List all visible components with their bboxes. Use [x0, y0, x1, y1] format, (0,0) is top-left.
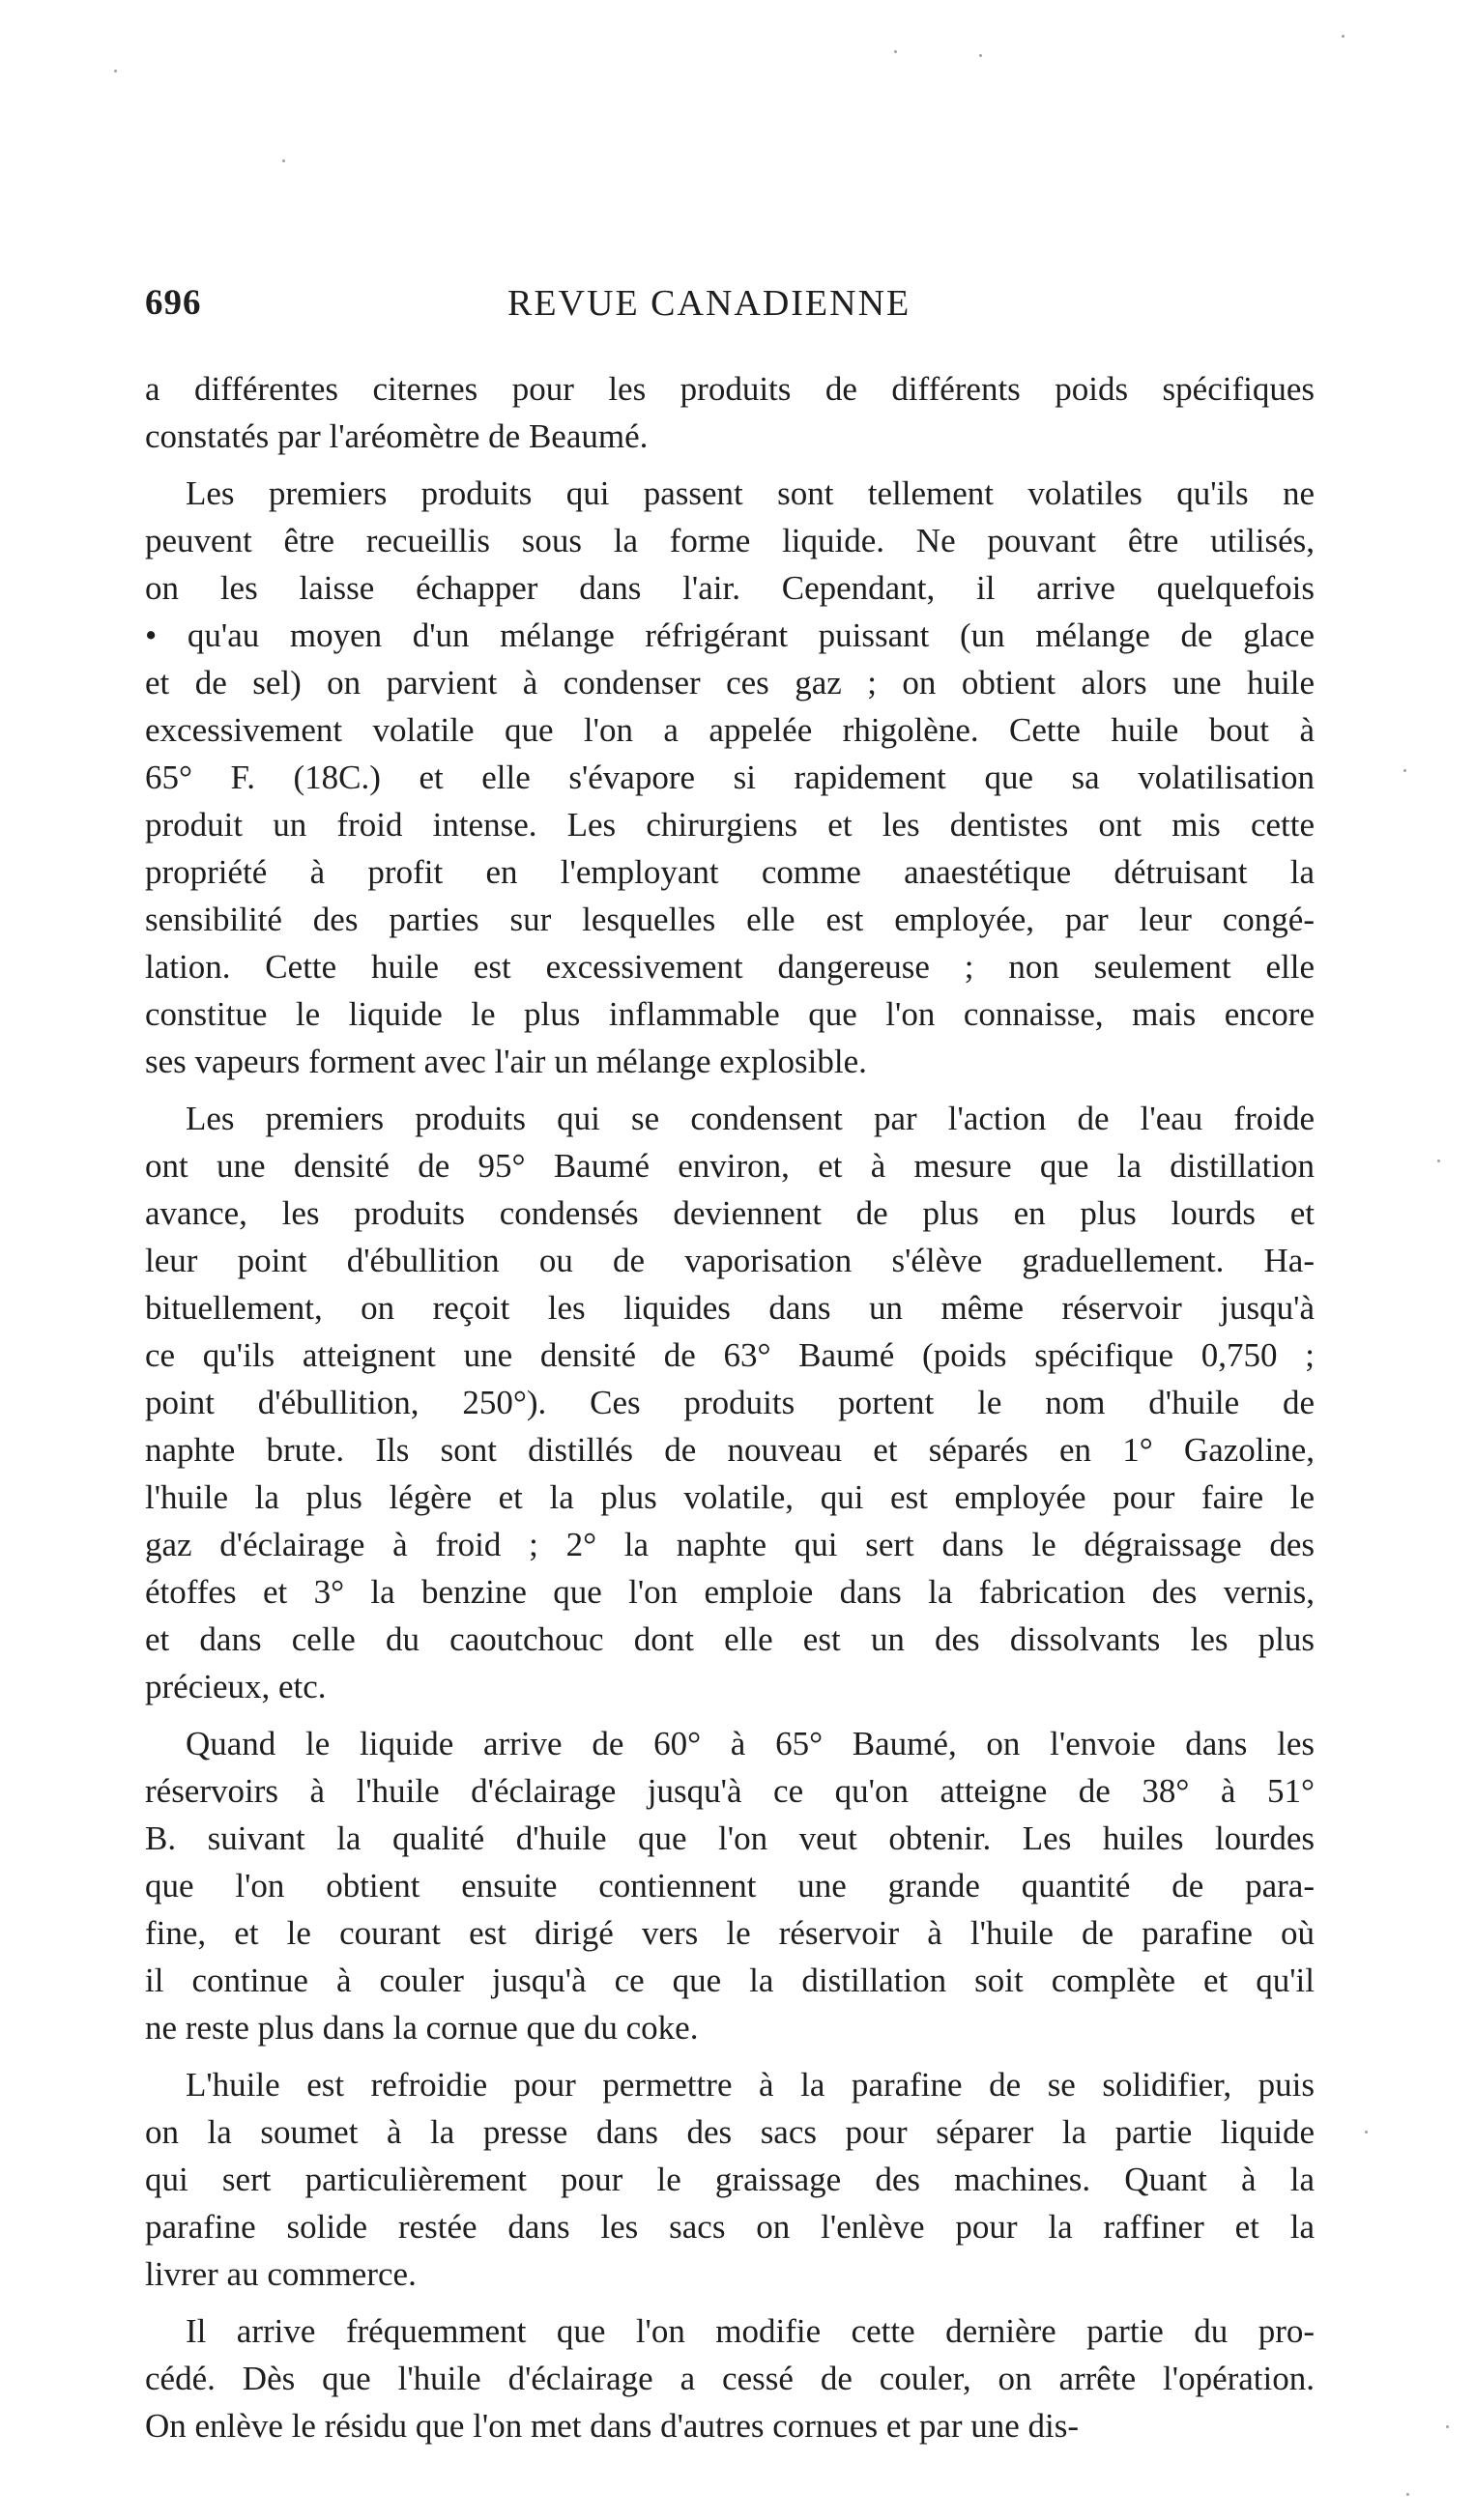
- text-line: parafine solide restée dans les sacs on l'enlève pour la raffiner et la: [145, 2208, 1315, 2246]
- text-line: il continue à couler jusqu'à ce que la distillation soit complète et qu'il: [145, 1962, 1315, 1999]
- text-line: ont une densité de 95° Baumé environ, et à mesure que la distillation: [145, 1147, 1315, 1185]
- text-line: B. suivant la qualité d'huile que l'on veut obtenir. Les huiles lourdes: [145, 1819, 1315, 1857]
- text-line: sensibilité des parties sur lesquelles elle est employée, par leur congé-: [145, 901, 1315, 938]
- body-text: [145, 365, 1315, 2459]
- text-line: on la soumet à la presse dans des sacs pour séparer la partie liquide: [145, 2113, 1315, 2151]
- text-line: et de sel) on parvient à condenser ces gaz ; on obtient alors une huile: [145, 664, 1315, 702]
- text-line: propriété à profit en l'employant comme anaestétique détruisant la: [145, 853, 1315, 891]
- text-line: Les premiers produits qui passent sont tellement volatiles qu'ils ne: [186, 474, 1315, 512]
- text-line: fine, et le courant est dirigé vers le réservoir à l'huile de parafine où: [145, 1914, 1315, 1952]
- text-line: ses vapeurs forment avec l'air un mélange explosible.: [145, 1043, 867, 1080]
- text-line: constitue le liquide le plus inflammable que l'on connaisse, mais encore: [145, 995, 1315, 1033]
- text-line: 65° F. (18C.) et elle s'évapore si rapidement que sa volatilisation: [145, 759, 1315, 796]
- paragraph: [145, 365, 1315, 460]
- text-line: • qu'au moyen d'un mélange réfrigérant puissant (un mélange de glace: [145, 616, 1315, 654]
- text-line: Les premiers produits qui se condensent par l'action de l'eau froide: [186, 1100, 1315, 1137]
- text-line: constatés par l'aréomètre de Beaumé.: [145, 417, 649, 455]
- text-line: Il arrive fréquemment que l'on modifie cette dernière partie du pro-: [186, 2312, 1315, 2350]
- text-line: réservoirs à l'huile d'éclairage jusqu'à ce qu'on atteigne de 38° à 51°: [145, 1772, 1315, 1810]
- text-line: leur point d'ébullition ou de vaporisation s'élève graduellement. Ha-: [145, 1242, 1315, 1279]
- paragraph: [145, 2061, 1315, 2298]
- text-line: naphte brute. Ils sont distillés de nouveau et séparés en 1° Gazoline,: [145, 1431, 1315, 1469]
- text-line: ce qu'ils atteignent une densité de 63° Baumé (poids spécifique 0,750 ;: [145, 1336, 1315, 1374]
- paragraph: [145, 1720, 1315, 2051]
- text-line: l'huile la plus légère et la plus volatile, qui est employée pour faire le: [145, 1478, 1315, 1516]
- text-line: précieux, etc.: [145, 1668, 327, 1705]
- text-line: que l'on obtient ensuite contiennent une grande quantité de para-: [145, 1867, 1315, 1904]
- text-line: étoffes et 3° la benzine que l'on emploie dans la fabrication des vernis,: [145, 1573, 1315, 1611]
- text-line: cédé. Dès que l'huile d'éclairage a cessé de couler, on arrête l'opération.: [145, 2360, 1315, 2397]
- page-header: [145, 282, 1315, 340]
- paragraph: [145, 1095, 1315, 1710]
- text-line: lation. Cette huile est excessivement dangereuse ; non seulement elle: [145, 948, 1315, 986]
- text-line: on les laisse échapper dans l'air. Cependant, il arrive quelquefois: [145, 569, 1315, 607]
- text-line: livrer au commerce.: [145, 2255, 417, 2293]
- text-line: gaz d'éclairage à froid ; 2° la naphte qui sert dans le dégraissage des: [145, 1526, 1315, 1563]
- text-line: a différentes citernes pour les produits de différents poids spécifiques: [145, 370, 1315, 408]
- paragraph: [145, 2307, 1315, 2449]
- text-line: et dans celle du caoutchouc dont elle est un des dissolvants les plus: [145, 1620, 1315, 1658]
- text-line: produit un froid intense. Les chirurgiens et les dentistes ont mis cette: [145, 806, 1315, 844]
- text-line: peuvent être recueillis sous la forme liquide. Ne pouvant être utilisés,: [145, 522, 1315, 559]
- text-line: point d'ébullition, 250°). Ces produits portent le nom d'huile de: [145, 1384, 1315, 1421]
- text-line: On enlève le résidu que l'on met dans d'autres cornues et par une dis-: [145, 2407, 1080, 2445]
- paragraph: [145, 470, 1315, 1085]
- text-line: L'huile est refroidie pour permettre à la parafine de se solidifier, puis: [186, 2066, 1315, 2104]
- text-line: excessivement volatile que l'on a appelée rhigolène. Cette huile bout à: [145, 711, 1315, 749]
- text-line: ne reste plus dans la cornue que du coke.: [145, 2009, 699, 2047]
- text-line: Quand le liquide arrive de 60° à 65° Baumé, on l'envoie dans les: [186, 1725, 1315, 1762]
- text-line: bituellement, on reçoit les liquides dans un même réservoir jusqu'à: [145, 1289, 1315, 1327]
- page-number: 696: [145, 283, 202, 323]
- text-line: qui sert particulièrement pour le graissage des machines. Quant à la: [145, 2161, 1315, 2198]
- text-line: avance, les produits condensés deviennent de plus en plus lourds et: [145, 1194, 1315, 1232]
- running-title: REVUE CANADIENNE: [507, 283, 911, 324]
